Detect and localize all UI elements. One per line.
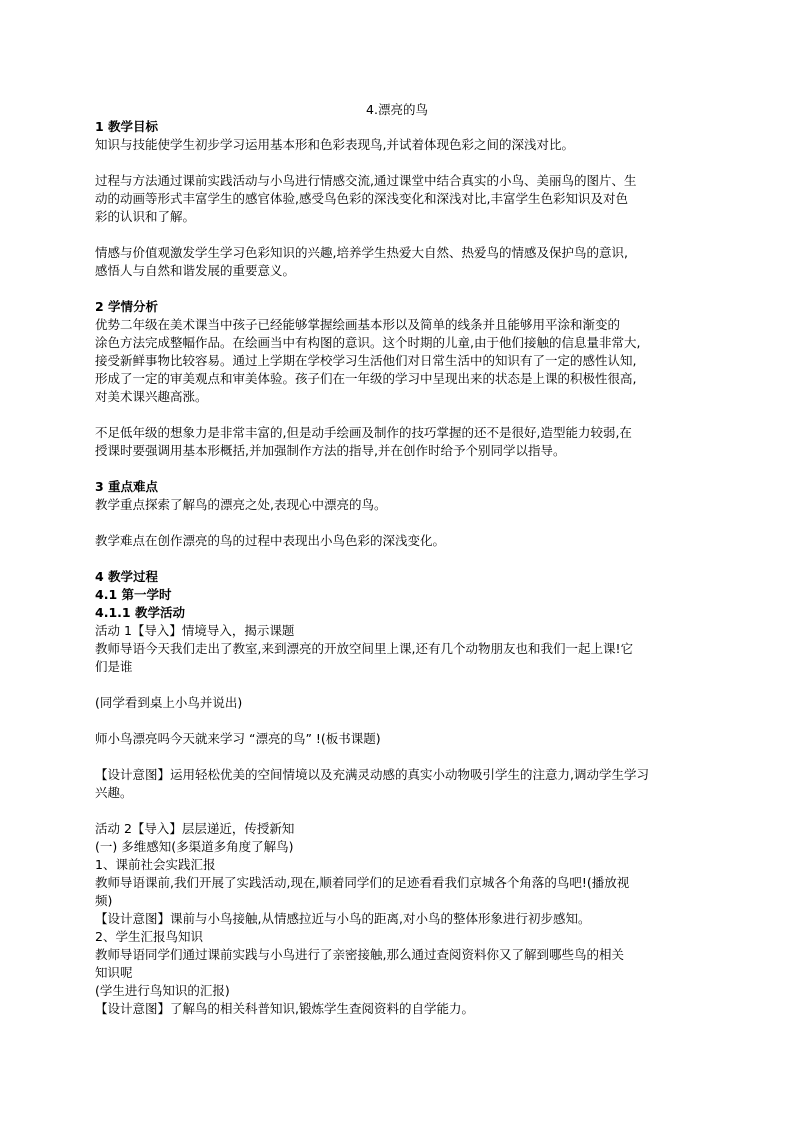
section-heading-objectives: 1 教学目标 — [95, 119, 159, 134]
paragraph-line: 【设计意图】运用轻松优美的空间情境以及充满灵动感的真实小动物吸引学生的注意力,调动学生学习 — [95, 767, 649, 782]
paragraph-line: 教师导语课前,我们开展了实践活动,现在,顺着同学们的足迹看看我们京城各个角落的鸟吧!(播放视 — [95, 875, 630, 890]
paragraph-line: 形成了一定的审美观点和审美体验。孩子们在一年级的学习中呈现出来的状态是上课的积极性很高, — [95, 371, 637, 386]
paragraph-line: 优势二年级在美术课当中孩子已经能够掌握绘画基本形以及简单的线条并且能够用平涂和渐变的 — [95, 317, 621, 332]
paragraph: (同学看到桌上小鸟并说出) — [95, 695, 243, 710]
paragraph-line: 动的动画等形式丰富学生的感官体验,感受鸟色彩的深浅变化和深浅对比,丰富学生色彩知识及对色 — [95, 191, 628, 206]
paragraph-line: 彩的认识和了解。 — [95, 209, 196, 224]
paragraph-line: 情感与价值观激发学生学习色彩知识的兴趣,培养学生热爱大自然、热爱鸟的情感及保护鸟的意识, — [95, 245, 628, 260]
paragraph-line: 涂色方法完成整幅作品。在绘画当中有构图的意识。这个时期的儿童,由于他们接触的信息量非常大, — [95, 335, 641, 350]
paragraph-line: 教师导语同学们通过课前实践与小鸟进行了亲密接触,那么通过查阅资料你又了解到哪些鸟的相关 — [95, 947, 624, 962]
paragraph-line: 感悟人与自然和谐发展的重要意义。 — [95, 263, 296, 278]
activity-heading-1: 活动 1【导入】情境导入，揭示课题 — [95, 623, 295, 638]
paragraph-line: 兴趣。 — [95, 785, 133, 800]
activity-heading-2: 活动 2【导入】层层递近，传授新知 — [95, 821, 295, 836]
paragraph: 【设计意图】课前与小鸟接触,从情感拉近与小鸟的距离,对小鸟的整体形象进行初步感知。 — [95, 911, 591, 926]
paragraph: 2、学生汇报鸟知识 — [95, 929, 203, 944]
paragraph: 1、课前社会实践汇报 — [95, 857, 216, 872]
paragraph: 【设计意图】了解鸟的相关科普知识,锻炼学生查阅资料的自学能力。 — [95, 1001, 474, 1016]
document-body — [95, 118, 707, 1018]
paragraph: (一) 多维感知(多渠道多角度了解鸟) — [95, 839, 294, 854]
subheading-activities: 4.1.1 教学活动 — [95, 605, 185, 620]
paragraph: (学生进行鸟知识的汇报) — [95, 983, 230, 998]
paragraph-line: 频) — [95, 893, 113, 908]
paragraph-line: 授课时要强调用基本形概括,并加强制作方法的指导,并在创作时给予个别同学以指导。 — [95, 443, 566, 458]
paragraph-line: 教师导语今天我们走出了教室,来到漂亮的开放空间里上课,还有几个动物朋友也和我们一起上课!它 — [95, 641, 633, 656]
paragraph-line: 们是谁 — [95, 659, 133, 674]
paragraph: 教学难点在创作漂亮的鸟的过程中表现出小鸟色彩的深浅变化。 — [95, 533, 446, 548]
paragraph-line: 不足低年级的想象力是非常丰富的,但是动手绘画及制作的技巧掌握的还不是很好,造型能力较弱,在 — [95, 425, 632, 440]
paragraph-line: 对美术课兴趣高涨。 — [95, 389, 208, 404]
section-heading-analysis: 2 学情分析 — [95, 299, 159, 314]
paragraph: 师小鸟漂亮吗今天就来学习 “漂亮的鸟” !(板书课题) — [95, 731, 381, 746]
document-title: 4.漂亮的鸟 — [366, 102, 428, 117]
paragraph-line: 接受新鲜事物比较容易。通过上学期在学校学习生活他们对日常生活中的知识有了一定的感性认知, — [95, 353, 637, 368]
paragraph: 知识与技能使学生初步学习运用基本形和色彩表现鸟,并试着体现色彩之间的深浅对比。 — [95, 137, 574, 152]
section-heading-process: 4 教学过程 — [95, 569, 159, 584]
subheading-lesson-1: 4.1 第一学时 — [95, 587, 172, 602]
paragraph: 教学重点探索了解鸟的漂亮之处,表现心中漂亮的鸟。 — [95, 497, 387, 512]
paragraph-line: 过程与方法通过课前实践活动与小鸟进行情感交流,通过课堂中结合真实的小鸟、美丽鸟的图片、生 — [95, 173, 637, 188]
section-heading-key-points: 3 重点难点 — [95, 479, 159, 494]
paragraph-line: 知识呢 — [95, 965, 133, 980]
